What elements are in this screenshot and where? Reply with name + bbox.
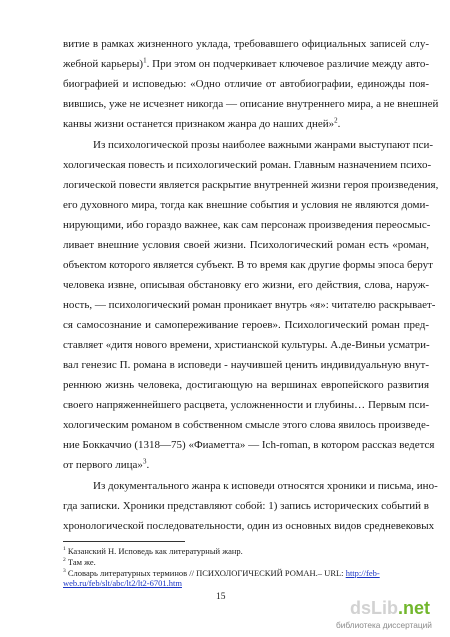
text-line: ся самосознание и самопереживание героев». Психологический роман пред-	[63, 319, 429, 331]
text-line: его духовного мира, тогда как внешние события и условия не являются доми-	[63, 199, 429, 211]
text-line: логической повести является раскрытие внутренней жизни героя произведения,	[63, 179, 439, 191]
footnote-ref: 3	[142, 457, 147, 466]
text-line: хронологической последовательности, один из основных видов средневековых	[63, 520, 435, 532]
text-line: ние Боккаччио (1318—75) «Фиаметта» — Ich-roman, в котором рассказ ведется	[63, 439, 435, 451]
text-line: Из документального жанра к исповеди относятся хроники и письма, ино-	[93, 480, 438, 492]
text-line: хологическая повесть и психологический роман. Главным назначением психо-	[63, 159, 432, 171]
footnote-link[interactable]: web.ru/feb/slt/abc/lt2/lt2-6701.htm	[63, 578, 182, 588]
text-line: биографией и исповедью: «Одно отличие от автобиографии, единожды поя-	[63, 78, 429, 90]
page-number: 15	[216, 592, 226, 602]
text-line: объектом которого является субъект. В то время как другие формы эпоса берут	[63, 259, 433, 271]
footnote: $^3$ Словарь литературных терминов // ПСИХОЛОГИЧЕСКИЙ РОМАН.– URL: http://feb-	[63, 568, 380, 578]
footnote-ref: 1	[143, 56, 147, 65]
text-line: жебной карьеры)$^1$. При этом он подчеркивает ключевое различие между авто-	[63, 56, 429, 70]
footnote-link[interactable]: http://feb-	[345, 568, 380, 578]
watermark-tagline: библиотека диссертаций	[336, 620, 432, 630]
text-line: вившись, уже не исчезнет никогда — описание внутреннего мира, а не внешней	[63, 98, 439, 110]
text-line: нирующими, ибо гораздо важнее, как сам персонаж произведения переосмыс-	[63, 219, 431, 231]
text-line: канвы жизни останется признаком жанра до наших дней»$^2$.	[63, 116, 341, 130]
footnote-continuation	[63, 578, 182, 588]
footnote-ref: 2	[334, 116, 338, 125]
text-line: реннюю жизнь человека, достигающую на вершинах европейского развития	[63, 379, 429, 391]
footnote-separator	[63, 541, 185, 542]
text-line: от первого лица»$^3$.	[63, 457, 150, 471]
text-line: вал генезис П. романа в исповеди - научившей ценить индивидуальную внут-	[63, 359, 429, 371]
watermark	[336, 598, 448, 634]
watermark-logo: dsLib.net	[350, 598, 431, 618]
text-line: хологическим романом в собственном смысле этого слова явилось произведе-	[63, 419, 430, 431]
text-line: ставляет «дитя нового времени, христианской культуры. А.де-Виньи усматри-	[63, 339, 430, 351]
text-line: витие в рамках жизненного уклада, требовавшего официальных записей слу-	[63, 38, 429, 50]
text-line: Из психологической прозы наиболее важными жанрами выступают пси-	[93, 139, 434, 151]
text-line: ность, — психологический роман проникает внутрь «я»: читателю раскрывает-	[63, 299, 436, 311]
text-line: ливает внешние условия своей жизни. Психологический роман есть «роман,	[63, 239, 429, 251]
text-line: гда записки. Хроники представляют собой: 1) запись исторических событий в	[63, 500, 429, 512]
text-line: своего напряженнейшего расцвета, усложненности и глубины… Первым пси-	[63, 399, 429, 411]
footnote: $^2$ Там же.	[63, 557, 96, 567]
text-line: человека извне, описывая обстановку его жизни, его действия, слова, наруж-	[63, 279, 429, 291]
footnote: $^1$ Казанский Н. Исповедь как литературный жанр.	[63, 546, 243, 556]
